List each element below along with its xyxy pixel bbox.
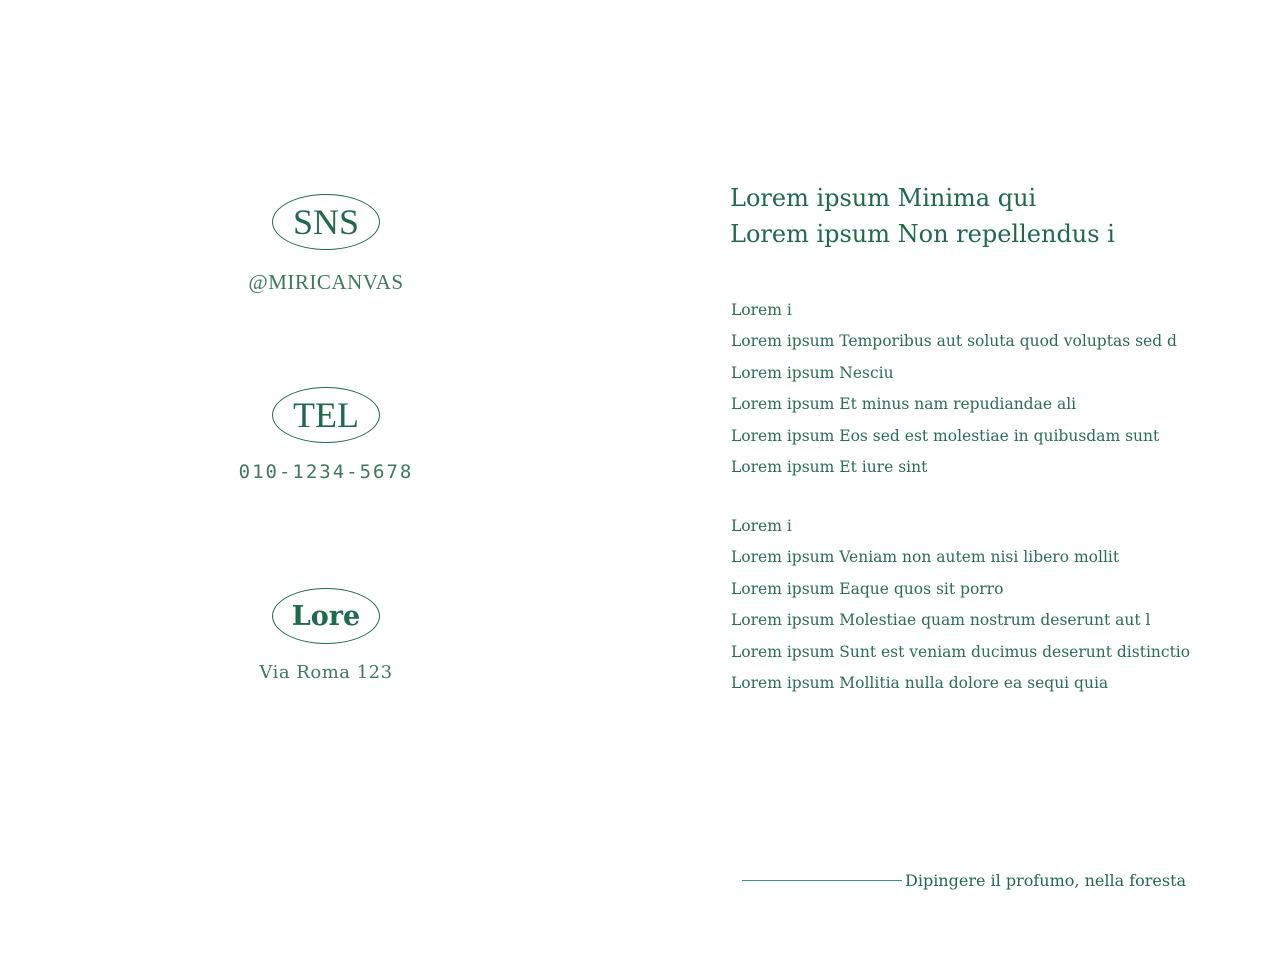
list-item: Lorem ipsum Eos sed est molestiae in quibusdam sunt: [731, 426, 1160, 445]
list-item: Lorem ipsum Mollitia nulla dolore ea sequi quia: [731, 673, 1109, 692]
address-block: [186, 588, 466, 683]
address-label: Lore: [291, 600, 361, 632]
list-item: Lorem i: [731, 301, 792, 319]
list-item: Lorem ipsum Nesciu: [731, 363, 894, 382]
tel-block: [186, 387, 466, 483]
sns-label: SNS: [292, 202, 360, 242]
list-item: Lorem ipsum Eaque quos sit porro: [731, 579, 1004, 598]
footer-tagline: Dipingere il profumo, nella foresta: [905, 871, 1187, 890]
text-list-1: [731, 295, 1177, 483]
list-item: Lorem ipsum Temporibus aut soluta quod voluptas sed d: [731, 332, 1177, 351]
address-value: Via Roma 123: [259, 662, 393, 683]
headline: [730, 180, 1115, 252]
footer: [742, 871, 1186, 890]
list-item: Lorem ipsum Molestiae quam nostrum deserunt aut l: [731, 611, 1151, 630]
headline-line-1: Lorem ipsum Minima qui: [730, 184, 1037, 212]
address-oval-badge: [272, 588, 380, 644]
footer-divider-line: [742, 880, 902, 881]
list-item: Lorem ipsum Et iure sint: [731, 457, 928, 476]
list-item: Lorem ipsum Et minus nam repudiandae ali: [731, 395, 1077, 414]
list-item: Lorem ipsum Veniam non autem nisi libero mollit: [731, 548, 1120, 567]
tel-label: TEL: [293, 395, 359, 435]
text-list-2: [731, 511, 1190, 699]
list-item: Lorem ipsum Sunt est veniam ducimus deserunt distinctio: [731, 642, 1191, 661]
sns-block: [186, 194, 466, 295]
phone-number: 010-1234-5678: [238, 461, 414, 483]
headline-line-2: Lorem ipsum Non repellendus i: [730, 220, 1115, 248]
sns-oval-badge: [272, 194, 380, 250]
list-item: Lorem i: [731, 517, 792, 535]
tel-oval-badge: [272, 387, 380, 443]
sns-handle: @MIRICANVAS: [248, 270, 404, 294]
